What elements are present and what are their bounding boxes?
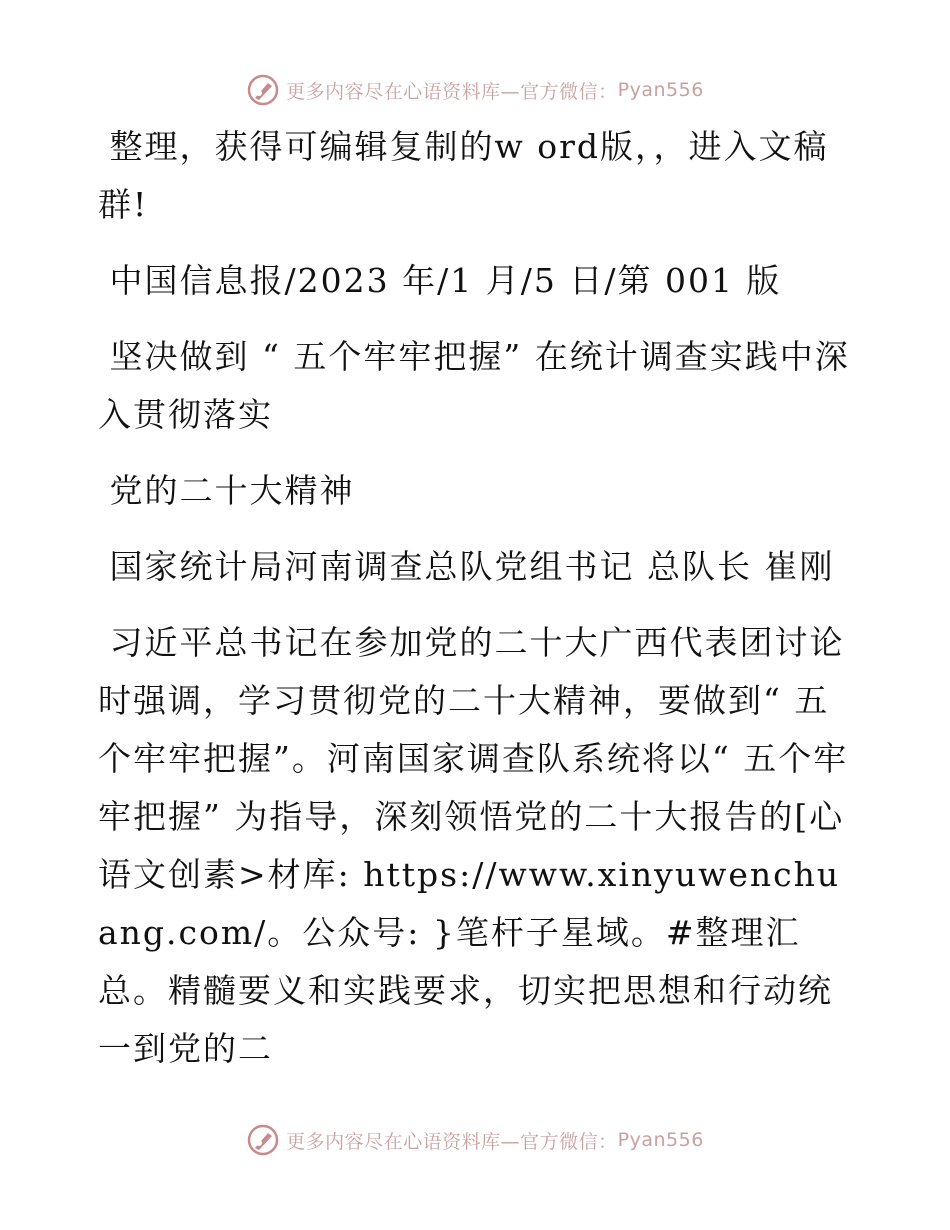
article-body xyxy=(98,118,858,1096)
banner-wechat-id: Pyan556 xyxy=(617,79,704,101)
paragraph-intro: 整理，获得可编辑复制的w ord版，，进入文稿群! xyxy=(98,127,829,224)
article-title: 坚决做到 “ 五个牢牢把握” 在统计调查实践中深入贯彻落实 xyxy=(98,337,850,434)
banner-wechat-id: Pyan556 xyxy=(617,1129,704,1151)
pen-seal-icon xyxy=(246,73,280,107)
header-watermark-banner xyxy=(0,70,950,110)
banner-text: 更多内容尽在心语资料库—官方微信： xyxy=(286,1130,618,1153)
article-title-continued: 党的二十大精神 xyxy=(109,471,355,510)
pen-seal-icon xyxy=(246,1123,280,1157)
paragraph-source: 中国信息报/2023 年/1 月/5 日/第 001 版 xyxy=(109,261,782,300)
banner-text: 更多内容尽在心语资料库—官方微信： xyxy=(286,80,618,103)
footer-watermark-banner xyxy=(0,1120,950,1160)
article-author: 国家统计局河南调查总队党组书记 总队长 崔刚 xyxy=(109,547,835,586)
paragraph-main: 习近平总书记在参加党的二十大广西代表团讨论时强调，学习贯彻党的二十大精神，要做到“ 五个牢牢把握”。河南国家调查队系统将以“ 五个牢牢把握” 为指导，深刻领悟党的二十大报告的[心语文创素>材库: https://www.xinyuwenchuang.com/。公众号: }笔杆子星域。#整理汇总。精髓要义和实践要求，切实把思想和行动统一到党的二 xyxy=(98,623,849,1068)
